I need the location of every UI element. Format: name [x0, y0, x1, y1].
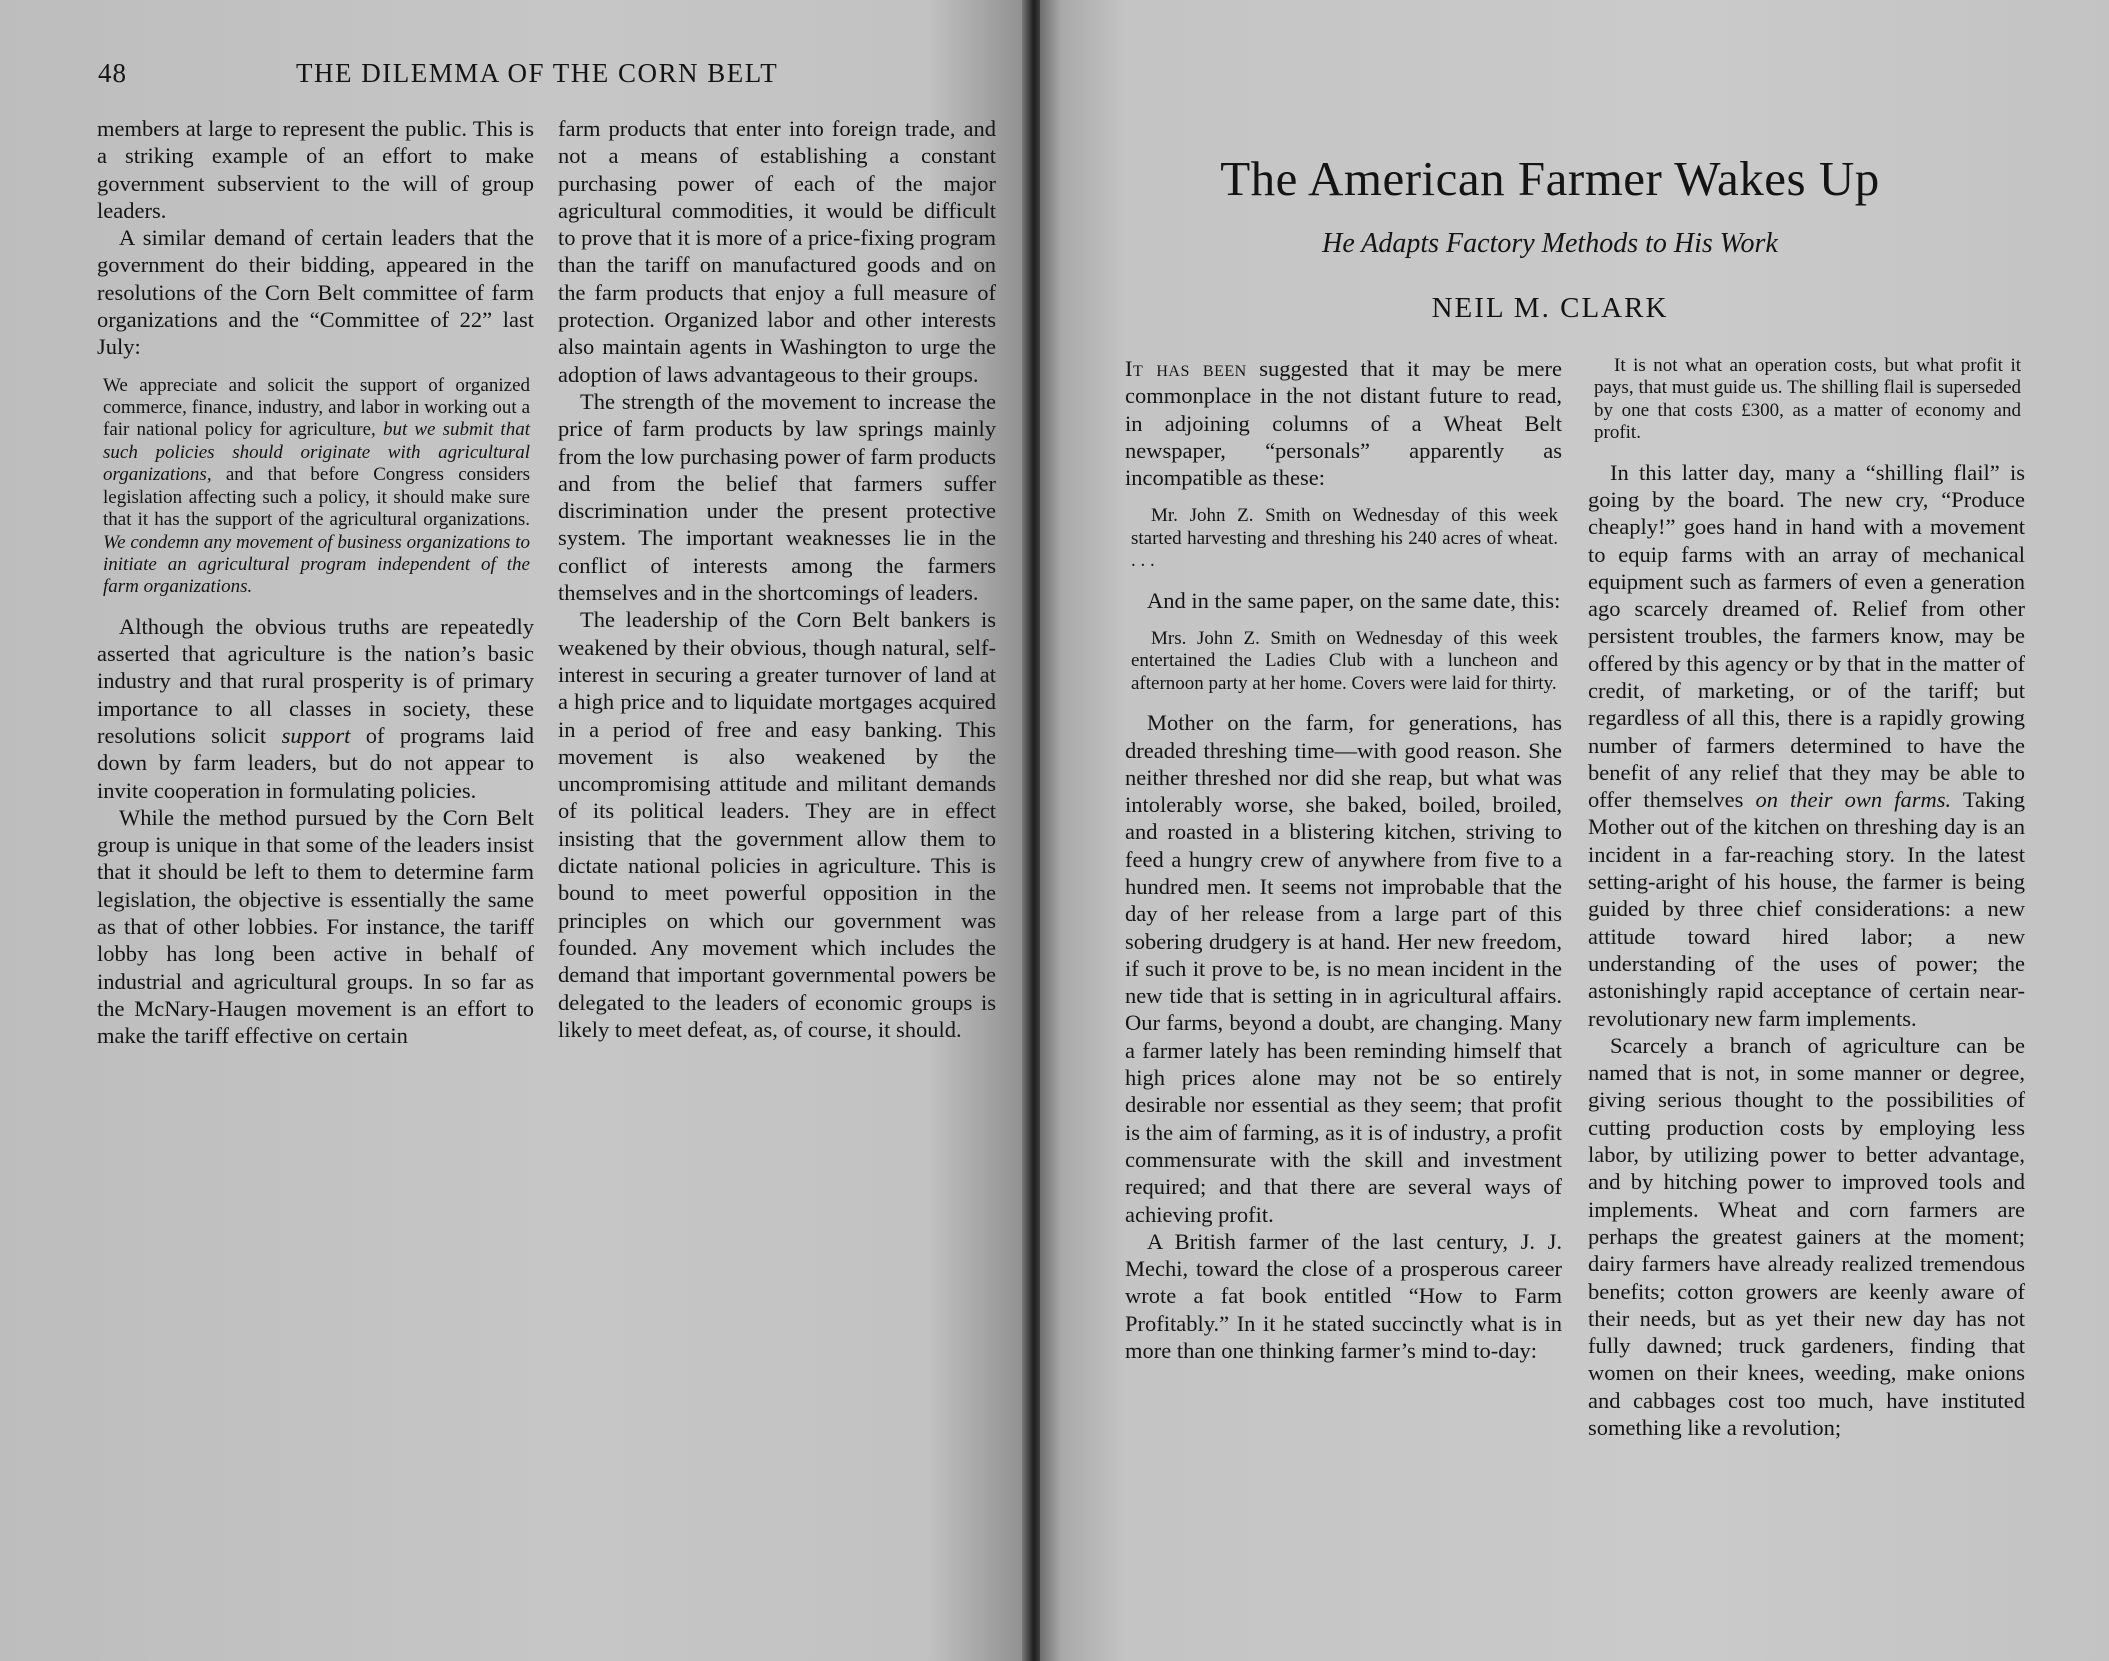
paragraph: Mother on the farm, for generations, has dreaded threshing time—with good reason. She neither threshed nor did she reap, but what was intolerably worse, she baked, boiled, broiled, and roasted in a blistering kitchen, striving to feed a hungry crew of anywhere from five to a hundred men. It seems not improbable that the day of her release from a large part of this sobering drudgery is at hand. Her new freedom, if such it prove to be, is no mean incident in the new tide that is setting in in agricultural affairs. Our farms, beyond a doubt, are changing. Many a farmer lately has been reminding himself that high prices alone may not be so entirely desirable nor essential as they seem; that profit is the aim of farming, as it is of industry, a profit commensurate with the skill and investment required; and that there are several ways of achieving profit. — [1125, 710, 1562, 1227]
article-author: NEIL M. CLARK — [1431, 292, 1669, 324]
paragraph: While the method pursued by the Corn Belt group is unique in that some of the leaders insist that it should be left to them to determine farm legislation, the objective is essentially the same as that of other lobbies. For instance, the tariff lobby has long been active in behalf of industrial and agricultural groups. In so far as the McNary-Haugen movement is an effort to make the tariff effective on certain — [97, 804, 534, 1049]
paragraph: A British farmer of the last century, J. J. Mechi, toward the close of a prosperous career wrote a fat book entitled “How to Farm Profitably.” In it he stated succinctly what is in more than one thinking farmer’s mind to-day: — [1125, 1228, 1562, 1364]
paragraph: farm products that enter into foreign trade, and not a means of establishing a constant purchasing power of each of the major agricultural commodities, it would be difficult to prove that it is more of a price-fixing program than the tariff on manufactured goods and on the farm products that enjoy a full measure of protection. Organized labor and other interests also maintain agents in Washington to urge the adoption of laws advantageous to their groups. — [558, 116, 996, 387]
paragraph: members at large to represent the public. This is a striking example of an effort to make government subservient to the will of group leaders. — [97, 116, 534, 223]
left-column-1 — [97, 115, 534, 1049]
page-number: 48 — [98, 58, 127, 88]
quote-italic-text: We condemn any movement of business organizations to initiate an agricultural program independent of the farm organizations. — [103, 531, 530, 598]
quote-text: and that before Congress considers legislation affecting such a policy, it should make sure that it has the support of the agricultural organizations. — [103, 464, 530, 531]
paragraph: The strength of the movement to increase the price of farm products by law springs mainly from the low purchasing power of farm products and from the belief that farmers suffer discrimination under the present protective system. The important weaknesses lie in the conflict of interests among the farmers themselves and in the shortcomings of leaders. — [558, 388, 997, 606]
text-run: Taking Mother out of the kitchen on threshing day is an incident in a far-reaching story. In the latest setting-aright of his house, the farmer is being guided by three chief considerations: a new attitude toward hired labor; a new understanding of the uses of power; the astonishingly rapid acceptance of certain near-revolutionary new farm implements. — [1588, 787, 2025, 1031]
running-title: THE DILEMMA OF THE CORN BELT — [296, 58, 779, 88]
block-quote — [103, 375, 530, 599]
lead-small-caps: It has been — [1125, 356, 1247, 381]
paragraph: Scarcely a branch of agriculture can be named that is not, in some manner or degree, giving serious thought to the possibilities of cutting production costs by employing less labor, by utilizing power to better advantage, and by hitching power to improved tools and implements. Wheat and corn farmers are perhaps the greatest gainers at the moment; dairy farmers have already realized tremendous benefits; cotton growers are keenly aware of their needs, but as yet their new day has not fully dawned; truck gardeners, finding that women on their knees, weeding, make onions and cabbages cost too much, have instituted something like a revolution; — [1588, 1032, 2025, 1441]
text-run: Although the obvious truths are repeatedly asserted that agriculture is the nation’s basic industry and that rural prosperity is of primary importance to all classes in society, these resolutions solicit — [97, 613, 534, 748]
text-run: suggested that it may be mere commonplace in the not distant future to read, in adjoining columns of a Wheat Belt newspaper, “personals” apparently as incompatible as these: — [1125, 356, 1562, 491]
italic-text: support — [281, 722, 351, 748]
newspaper-quote: Mr. John Z. Smith on Wednesday of this week started harvesting and threshing his 240 acres of wheat. . . . — [1131, 505, 1558, 572]
text-run: of programs laid down by farm leaders, but do not appear to invite cooperation in formulating policies. — [97, 722, 534, 803]
quote-italic-text: but we submit that such policies should originate with agricultural organizations, — [103, 419, 530, 486]
paragraph — [1588, 459, 2025, 1032]
book-quote: It is not what an operation costs, but what profit it pays, that must guide us. The shilling flail is superseded by one that costs £300, as a matter of economy and profit. — [1594, 355, 2021, 444]
paragraph — [97, 613, 534, 804]
paragraph: And in the same paper, on the same date, this: — [1147, 587, 1561, 613]
article-subtitle: He Adapts Factory Methods to His Work — [1322, 228, 1778, 259]
text-run: In this latter day, many a “shilling flail” is going by the board. The new cry, “Produce cheaply!” goes hand in hand with a movement to equip farms with an array of mechanical equipment such as farmers of even a generation ago scarcely dreamed of. Relief from other persistent troubles, the farmers know, may be offered by this agency or by that in the matter of credit, of marketing, or of the tariff; but regardless of all this, there is a rapidly growing number of farmers determined to have the benefit of any relief that they may be able to offer themselves — [1588, 459, 2025, 813]
right-column-2 — [1588, 355, 2025, 1441]
lead-paragraph — [1125, 355, 1562, 491]
quote-text: We appreciate and solicit the support of organized commerce, finance, industry, and labor in working out a fair national policy for agriculture, — [103, 374, 530, 441]
article-title: The American Farmer Wakes Up — [1220, 151, 1880, 206]
newspaper-quote: Mrs. John Z. Smith on Wednesday of this week entertained the Ladies Club with a luncheon and afternoon party at her home. Covers were laid for thirty. — [1131, 628, 1558, 694]
italic-text: on their own farms. — [1755, 787, 1952, 813]
right-column-1 — [1125, 355, 1562, 1364]
left-page — [0, 0, 1030, 1661]
left-column-2 — [558, 115, 996, 1043]
paragraph: The leadership of the Corn Belt bankers is weakened by their obvious, though natural, self-interest in securing a greater turnover of land at a high price and to liquidate mortgages acquired in a period of free and easy banking. This movement is also weakened by the uncompromising attitude and militant demands of its political leaders. They are in effect insisting that the government allow them to dictate national policies in agriculture. This is bound to meet powerful opposition in the principles on which our government was founded. Any movement which includes the demand that important governmental powers be delegated to the leaders of economic groups is likely to meet defeat, as, of course, it should. — [558, 607, 996, 1042]
paragraph: A similar demand of certain leaders that the government do their bidding, appeared in the resolutions of the Corn Belt committee of farm organizations and the “Committee of 22” last July: — [97, 225, 534, 360]
